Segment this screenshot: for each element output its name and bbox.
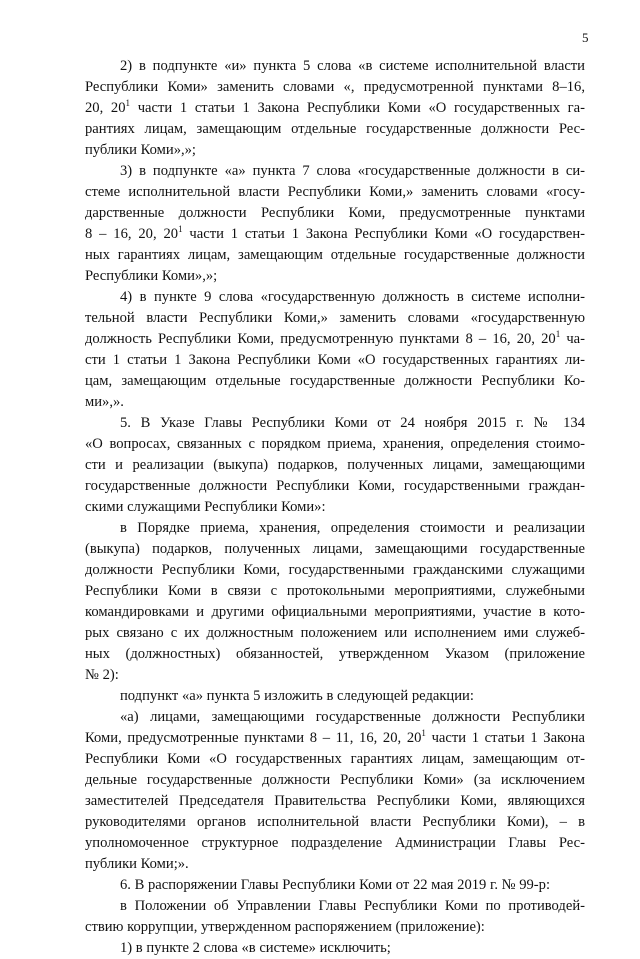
- text-line: ствию коррупции, утвержденном распоряжением (приложение):: [85, 919, 485, 935]
- text-line: цам, замещающим отдельные государственные должности Республики Ко-: [85, 373, 585, 389]
- text-line: ми»,».: [85, 394, 124, 410]
- text-line: (выкупа) подарков, полученных лицами, замещающими государственные: [85, 541, 585, 557]
- text-line: 4) в пункте 9 слова «государственную должность в системе исполни-: [120, 289, 585, 305]
- text-line: «а) лицами, замещающими государственные должности Республики: [120, 709, 585, 725]
- text-line: рантиях лицам, замещающим отдельные государственные должности Рес-: [85, 121, 585, 137]
- text-line: 3) в подпункте «а» пункта 7 слова «государственные должности в си-: [120, 163, 585, 179]
- text-line: публики Коми;».: [85, 856, 189, 872]
- page-number: 5: [582, 30, 589, 45]
- text-line: дельные государственные должности Республики Коми» (за исключением: [85, 772, 585, 788]
- text-line: Республики Коми» заменить словами «, предусмотренной пунктами 8–16,: [85, 79, 585, 95]
- text-line: скими служащими Республики Коми»:: [85, 499, 326, 515]
- text-line: сти и реализации (выкупа) подарков, полученных лицами, замещающими: [85, 457, 585, 473]
- text-line: публики Коми»,»;: [85, 142, 196, 158]
- text-line: 20, $20^1$ части 1 статьи 1 Закона Республики Коми «О государственных га-: [85, 98, 586, 116]
- text-line: командировками и другими официальными мероприятиями, участие в кото-: [85, 604, 585, 620]
- text-line: уполномоченное структурное подразделение Администрации Главы Рес-: [85, 835, 585, 851]
- text-line: руководителями органов исполнительной власти Республики Коми), – в: [85, 814, 585, 830]
- text-line: «О вопросах, связанных с порядком приема, хранения, определения стоимо-: [85, 436, 585, 452]
- text-line: сти 1 статьи 1 Закона Республики Коми «О государственных гарантиях ли-: [85, 352, 585, 368]
- text-line: в Положении об Управлении Главы Республики Коми по противодей-: [120, 898, 585, 914]
- text-line: Коми, предусмотренные пунктами 8 – 11, 16, 20, $20^1$ части 1 статьи 1 Закона: [85, 728, 585, 746]
- text-line: Республики Коми»,»;: [85, 268, 218, 284]
- text-line: 8 – 16, 20, $20^1$ части 1 статьи 1 Закона Республики Коми «О государствен-: [85, 224, 586, 242]
- text-line: 1) в пункте 2 слова «в системе» исключить;: [120, 940, 391, 956]
- text-line: заместителей Председателя Правительства Республики Коми, являющихся: [85, 793, 585, 809]
- text-line: должности Республики Коми, государственными гражданскими служащими: [85, 562, 585, 578]
- text-line: № 2):: [85, 667, 119, 683]
- text-line: 2) в подпункте «и» пункта 5 слова «в системе исполнительной власти: [120, 58, 585, 74]
- text-line: рых связано с их должностным положением или исполнением ими служеб-: [85, 625, 585, 641]
- text-line: государственные должности Республики Коми, государственными граждан-: [85, 478, 585, 494]
- text-line: стеме исполнительной власти Республики Коми,» заменить словами «госу-: [85, 184, 585, 200]
- text-line: дарственные должности Республики Коми, предусмотренные пунктами: [85, 205, 585, 221]
- document-body: [85, 56, 585, 959]
- text-line: тельной власти Республики Коми,» заменить словами «государственную: [85, 310, 585, 326]
- text-line: 5. В Указе Главы Республики Коми от 24 ноября 2015 г. № 134: [120, 415, 585, 431]
- text-line: должность Республики Коми, предусмотренную пунктами 8 – 16, 20, $20^1$ ча-: [85, 329, 586, 347]
- text-line: 6. В распоряжении Главы Республики Коми от 22 мая 2019 г. № 99-р:: [120, 877, 551, 893]
- text-line: ных гарантиях лицам, замещающим отдельные государственные должности: [85, 247, 585, 263]
- text-line: ных (должностных) обязанностей, утвержденном Указом (приложение: [85, 646, 585, 662]
- text-line: Республики Коми в связи с протокольными мероприятиями, служебными: [85, 583, 585, 599]
- text-line: Республики Коми «О государственных гарантиях лицам, замещающим от-: [85, 751, 585, 767]
- text-line: в Порядке приема, хранения, определения стоимости и реализации: [120, 520, 585, 536]
- text-line: подпункт «а» пункта 5 изложить в следующей редакции:: [120, 688, 474, 704]
